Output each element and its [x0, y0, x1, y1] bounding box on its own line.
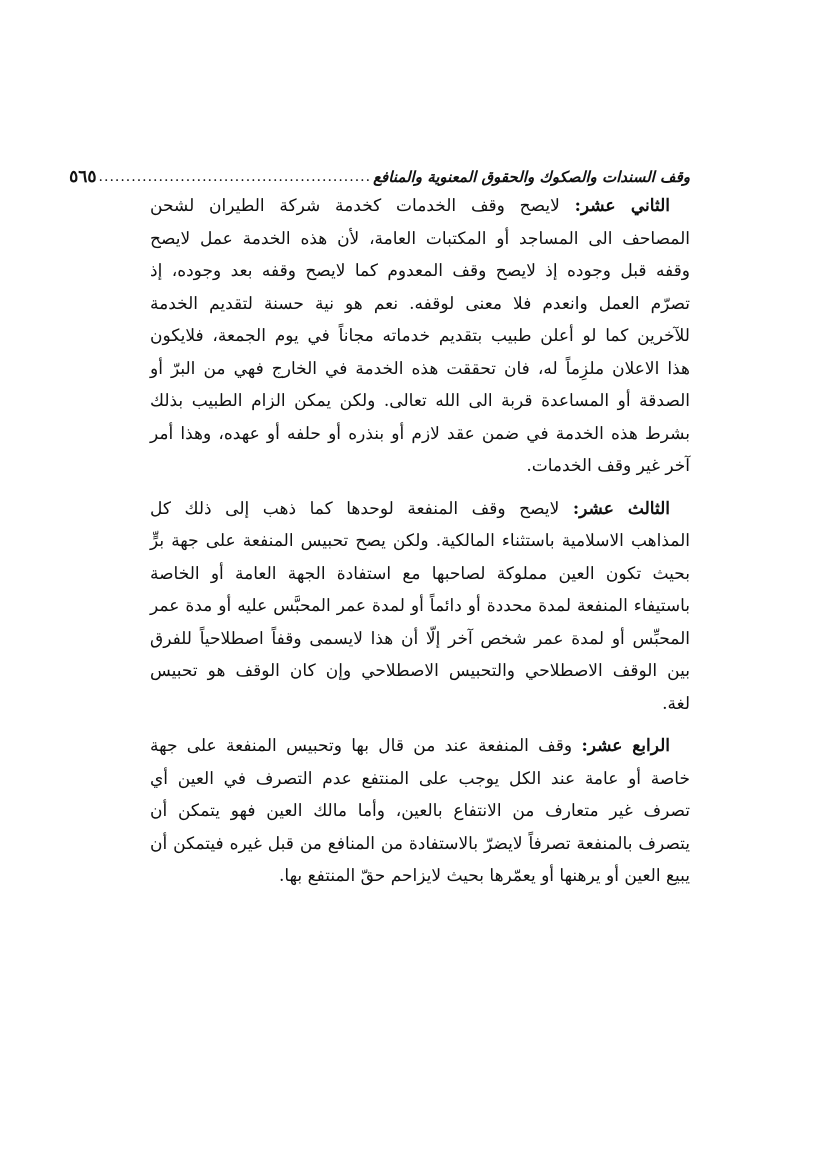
text-line: آخر غير وقف الخدمات.	[526, 456, 690, 476]
text-line	[150, 190, 690, 223]
text-line: المحبِّس أو لمدة عمر شخص آخر إلّا أن هذا لايسمى وقفاً اصطلاحياً للفرق	[150, 628, 690, 649]
paragraph-lead: الرابع عشر:	[581, 736, 671, 756]
text-line: يبيع العين أو يرهنها أو يعمّرها بحيث لايزاحم حقّ المنتفع بها.	[279, 866, 690, 886]
text-line: بحيث تكون العين مملوكة لصاحبها مع استفادة الجهة العامة أو الخاصة	[150, 563, 690, 584]
header-title: وقف السندات والصكوك والحقوق المعنوية والمنافع	[373, 168, 690, 186]
body-text	[150, 190, 690, 903]
line-text: وقف المنفعة عند من قال بها وتحبيس المنفعة على جهة	[150, 736, 582, 756]
text-line: وقفه قبل وجوده إذ لايصح وقف المعدوم كما لايصح وقفه بعد وجوده، إذ	[150, 261, 690, 281]
paragraph-12	[150, 190, 690, 483]
header-leader-dots: ..................................................	[98, 169, 372, 185]
text-line	[150, 730, 690, 763]
text-line: بين الوقف الاصطلاحي والتحبيس الاصطلاحي وإن كان الوقف هو تحبيس	[150, 661, 690, 681]
text-line: يتصرف بالمنفعة تصرفاً لايضرّ بالاستفادة من المنافع من قبل غيره فيتمكن أن	[150, 833, 690, 854]
paragraph-lead: الثاني عشر:	[574, 196, 670, 216]
text-line: للآخرين كما لو أعلن طبيب بتقديم خدماته مجاناً في يوم الجمعة، فلايكون	[150, 326, 690, 346]
text-line: لغة.	[662, 693, 690, 714]
text-line: المصاحف الى المساجد أو المكتبات العامة، لأن هذه الخدمة عمل لايصح	[150, 228, 690, 249]
paragraph-13	[150, 493, 690, 721]
text-line: بشرط هذه الخدمة في ضمن عقد لازم أو بنذره أو حلفه أو عهده، وهذا أمر	[150, 423, 690, 444]
text-line: هذا الاعلان ملزِماً له، فان تحققت هذه الخدمة في الخارج فهي من البرّ أو	[150, 358, 690, 379]
text-line: خاصة أو عامة عند الكل يوجب على المنتفع عدم التصرف في العين أي	[150, 768, 690, 789]
text-line: تصرّم العمل وانعدم فلا معنى لوقفه. نعم هو نية حسنة لتقديم الخدمة	[150, 293, 690, 314]
text-line	[150, 493, 690, 526]
paragraph-14	[150, 730, 690, 893]
text-line: تصرف غير متعارف من الانتفاع بالعين، وأما مالك العين فهو يتمكن أن	[150, 801, 690, 821]
text-line: المذاهب الاسلامية باستثناء المالكية. ولكن يصح تحبيس المنفعة على جهة برٍّ	[150, 531, 690, 551]
page-number: ٥٦٥	[69, 167, 97, 187]
text-line: باستيفاء المنفعة لمدة محددة أو دائماً أو لمدة عمر المحبَّس عليه أو مدة عمر	[150, 596, 690, 616]
paragraph-lead: الثالث عشر:	[572, 498, 670, 519]
line-text: لايصح وقف الخدمات كخدمة شركة الطيران لشحن	[150, 196, 575, 216]
running-header	[69, 162, 690, 192]
line-text: لايصح وقف المنفعة لوحدها كما ذهب إلى ذلك كل	[150, 498, 573, 519]
text-line: الصدقة أو المساعدة قربة الى الله تعالى. ولكن يمكن الزام الطبيب بذلك	[150, 391, 690, 411]
